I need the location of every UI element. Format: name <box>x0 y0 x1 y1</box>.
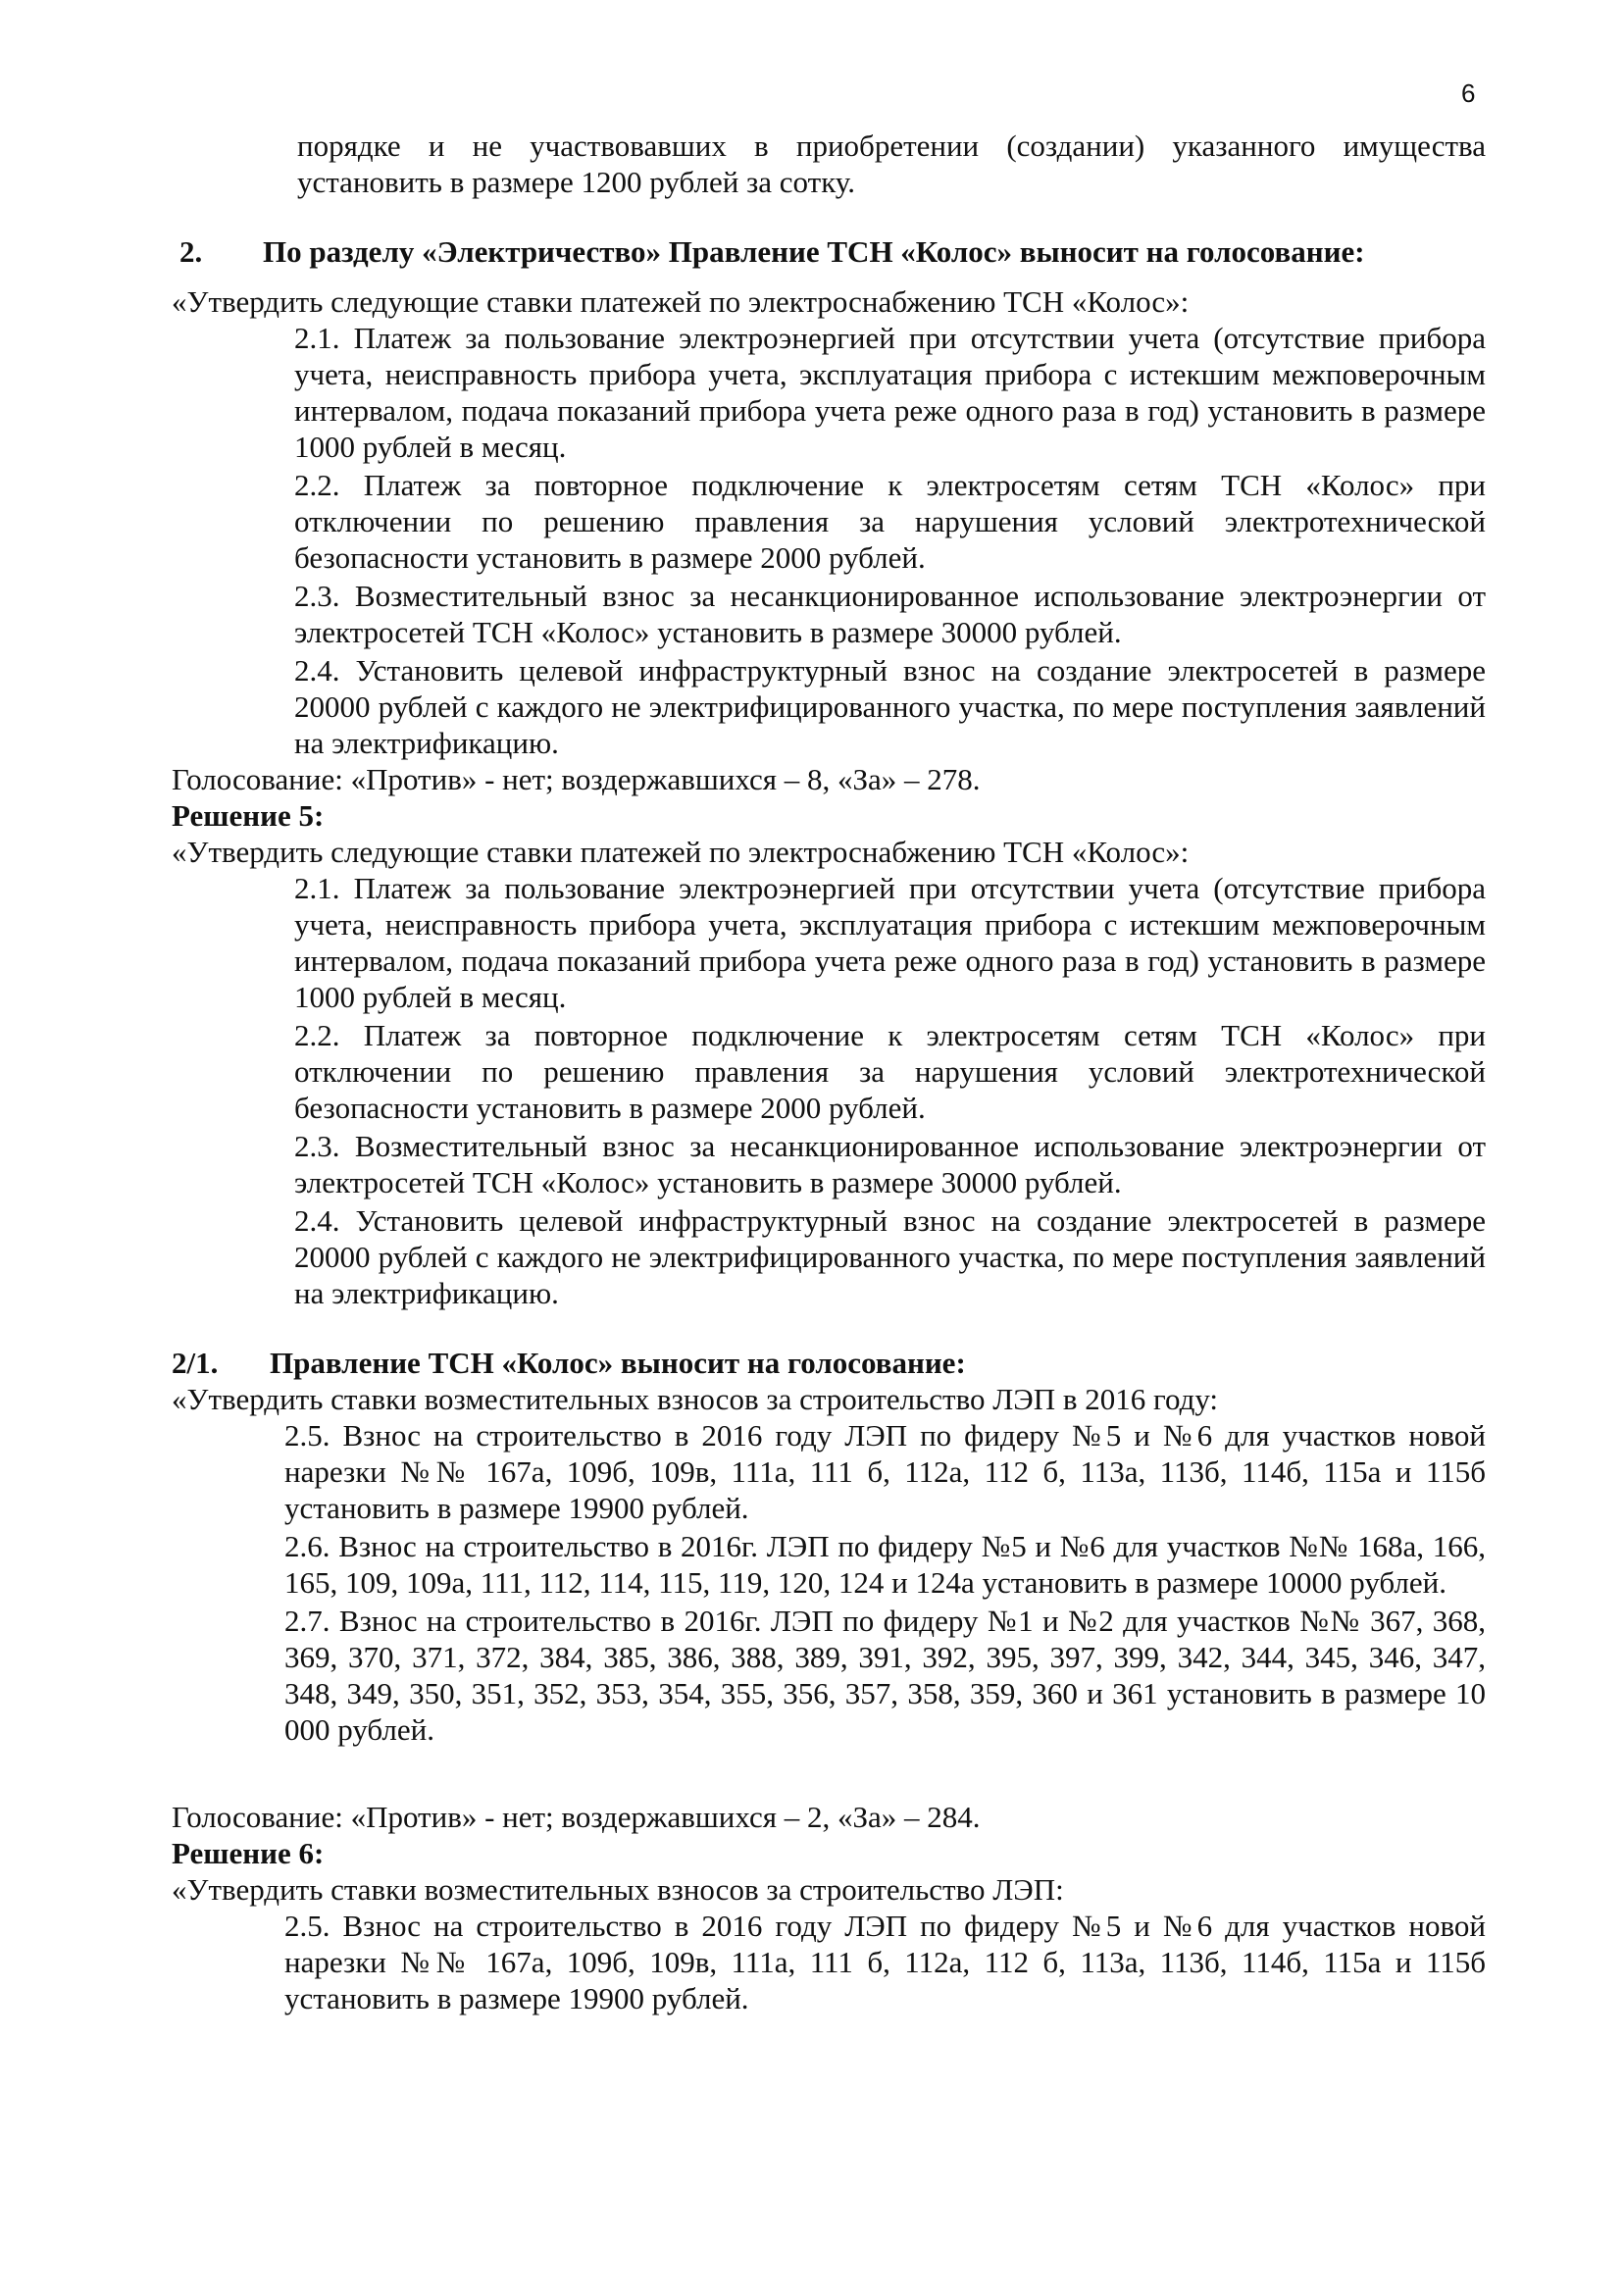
section-2-1-title: Правление ТСН «Колос» выносит на голосование: <box>270 1346 966 1380</box>
decision-5-item-2-4: 2.4. Установить целевой инфраструктурный взнос на создание электросетей в размере 20000 рублей с каждого не электрифицированного участка, по мере поступления заявлений на электрификацию. <box>294 1203 1486 1310</box>
decision-6-item-2-5: 2.5. Взнос на строительство в 2016 году ЛЭП по фидеру №5 и №6 для участков новой нарезки №№ 167а, 109б, 109в, 111а, 111 б, 112а, 112 б, 113а, 113б, 114б, 115а и 115б установить в размере 19900 рублей. <box>284 1909 1486 2015</box>
decision-6-lead: «Утвердить ставки возместительных взносов за строительство ЛЭП: <box>172 1872 1064 1907</box>
section-2-number: 2. <box>179 234 203 269</box>
intro-line-1: порядке и не участвовавших в приобретении (создании) указанного имущества <box>297 128 1486 163</box>
spacer <box>172 1748 1486 1799</box>
section-2-1-lead: «Утвердить ставки возместительных взносов за строительство ЛЭП в 2016 году: <box>172 1382 1219 1416</box>
intro-paragraph <box>172 127 1486 200</box>
decision-5-item-2-3: 2.3. Возместительный взнос за несанкционированное использование электроэнергии от электросетей ТСН «Колос» установить в размере 30000 рублей. <box>294 1129 1486 1199</box>
section-2-1-number: 2/1. <box>172 1346 219 1380</box>
section-2-item-2-1: 2.1. Платеж за пользование электроэнергией при отсутствии учета (отсутствие прибора учета, неисправность прибора учета, эксплуатация прибора с истекшим межповерочным интервалом, подача показаний прибора учета реже одного раза в год) установить в размере 1000 рублей в месяц. <box>294 321 1486 464</box>
document-body <box>172 127 1486 2016</box>
section-2-1-vote: Голосование: «Против» - нет; воздержавшихся – 2, «За» – 284. <box>172 1800 981 1834</box>
page-number: 6 <box>1461 78 1476 108</box>
decision-5-item-2-1: 2.1. Платеж за пользование электроэнергией при отсутствии учета (отсутствие прибора учета, неисправность прибора учета, эксплуатация прибора с истекшим межповерочным интервалом, подача показаний прибора учета реже одного раза в год) установить в размере 1000 рублей в месяц. <box>294 871 1486 1014</box>
section-2-item-2-4: 2.4. Установить целевой инфраструктурный взнос на создание электросетей в размере 20000 рублей с каждого не электрифицированного участка, по мере поступления заявлений на электрификацию. <box>294 653 1486 760</box>
section-2-item-2-2: 2.2. Платеж за повторное подключение к электросетям сетям ТСН «Колос» при отключении по решению правления за нарушения условий электротехнической безопасности установить в размере 2000 рублей. <box>294 468 1486 575</box>
section-2-heading <box>172 233 1486 270</box>
decision-5-item-2-2: 2.2. Платеж за повторное подключение к электросетям сетям ТСН «Колос» при отключении по решению правления за нарушения условий электротехнической безопасности установить в размере 2000 рублей. <box>294 1018 1486 1125</box>
section-2-item-2-3: 2.3. Возместительный взнос за несанкционированное использование электроэнергии от электросетей ТСН «Колос» установить в размере 30000 рублей. <box>294 579 1486 649</box>
section-2-title: По разделу «Электричество» Правление ТСН «Колос» выносит на голосование: <box>263 234 1365 269</box>
section-2-1-item-2-7: 2.7. Взнос на строительство в 2016г. ЛЭП по фидеру №1 и №2 для участков №№ 367, 368, 369, 370, 371, 372, 384, 385, 386, 388, 389, 391, 392, 395, 397, 399, 342, 344, 345, 346, 347, 348, 349, 350, 351, 352, 353, 354, 355, 356, 357, 358, 359, 360 и 361 установить в размере 10 000 рублей. <box>284 1604 1486 1747</box>
decision-6-title: Решение 6: <box>172 1836 325 1870</box>
section-2-1-heading <box>172 1345 1486 1381</box>
section-2-vote: Голосование: «Против» - нет; воздержавшихся – 8, «За» – 278. <box>172 762 981 796</box>
section-2-1-item-2-5: 2.5. Взнос на строительство в 2016 году ЛЭП по фидеру №5 и №6 для участков новой нарезки №№ 167а, 109б, 109в, 111а, 111 б, 112а, 112 б, 113а, 113б, 114б, 115а и 115б установить в размере 19900 рублей. <box>284 1418 1486 1525</box>
intro-line-2: установить в размере 1200 рублей за сотку. <box>297 165 855 199</box>
decision-5-title: Решение 5: <box>172 798 325 833</box>
section-2-1-item-2-6: 2.6. Взнос на строительство в 2016г. ЛЭП по фидеру №5 и №6 для участков №№ 168а, 166, 165, 109, 109а, 111, 112, 114, 115, 119, 120, 124 и 124а установить в размере 10000 рублей. <box>284 1529 1486 1600</box>
decision-5-lead: «Утвердить следующие ставки платежей по электроснабжению ТСН «Колос»: <box>172 835 1190 869</box>
section-2-lead: «Утвердить следующие ставки платежей по электроснабжению ТСН «Колос»: <box>172 284 1190 319</box>
